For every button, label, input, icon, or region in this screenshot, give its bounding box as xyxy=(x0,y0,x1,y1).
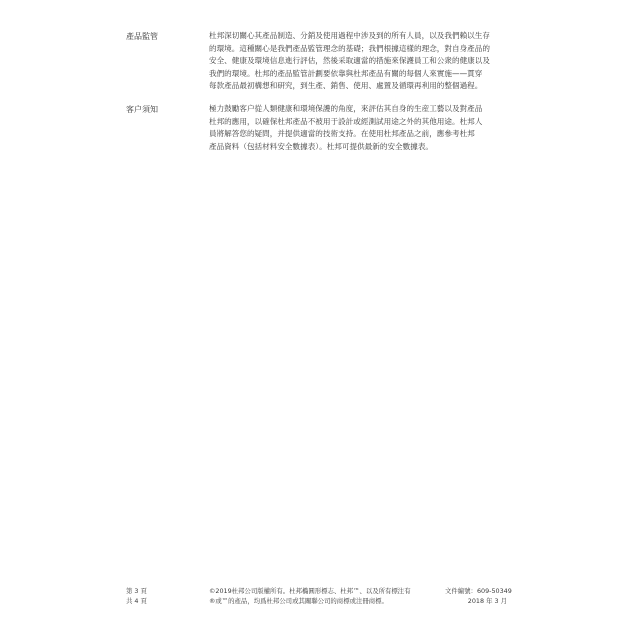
product-stewardship-body xyxy=(209,30,505,93)
document-date: 2018 年 3 月 xyxy=(467,597,507,605)
customer-notice-heading: 客户須知 xyxy=(126,105,158,114)
total-pages: 共 4 頁 xyxy=(126,597,147,605)
body-line: 的環境。這種關心是我們產品監管理念的基礎；我們根據這樣的理念，對自身產品的 xyxy=(209,43,490,53)
body-line: 我們的環境。杜邦的產品監管計劃要依靠與杜邦產品有關的每個人來實施——貫穿 xyxy=(209,68,483,78)
body-line: 杜邦深切關心其產品制造、分銷及使用過程中涉及到的所有人員，以及我們賴以生存 xyxy=(209,31,490,40)
body-line: 每款產品最初構想和研究，到生產、銷售、使用、處置及循環再利用的整個過程。 xyxy=(209,81,483,91)
body-line: 安全、健康及環境信息進行評估，然後采取適當的措施來保護員工和公衆的健康以及 xyxy=(209,56,490,66)
copyright-line: ®或™的產品，均爲杜邦公司或其關聯公司的商標或注冊商標。 xyxy=(209,597,388,605)
copyright-notice xyxy=(209,586,429,606)
customer-notice-body xyxy=(209,103,505,153)
document-number: 文件編號：609-50349 xyxy=(445,587,512,595)
current-page: 第 3 頁 xyxy=(126,587,147,595)
body-line: 極力鼓勵客户從人類健康和環境保護的角度，來評估其自身的生産工藝以及對產品 xyxy=(209,104,483,113)
page-footer xyxy=(0,586,630,616)
body-line: 杜邦的應用，以確保杜邦產品不被用于設計或經測試用途之外的其他用途。杜邦人 xyxy=(209,116,483,126)
document-meta xyxy=(445,586,512,606)
page-number xyxy=(126,586,147,606)
copyright-line: ©2019杜邦公司版權所有。杜邦橢圓形標志、杜邦™、以及所有標注有 xyxy=(209,587,411,595)
body-line: 產品資料（包括材料安全數據表）。杜邦可提供最新的安全數據表。 xyxy=(209,141,434,151)
body-line: 員將解答您的疑問，并提供適當的技術支持。在使用杜邦產品之前，應參考杜邦 xyxy=(209,129,475,139)
product-stewardship-heading: 產品監管 xyxy=(126,32,158,41)
